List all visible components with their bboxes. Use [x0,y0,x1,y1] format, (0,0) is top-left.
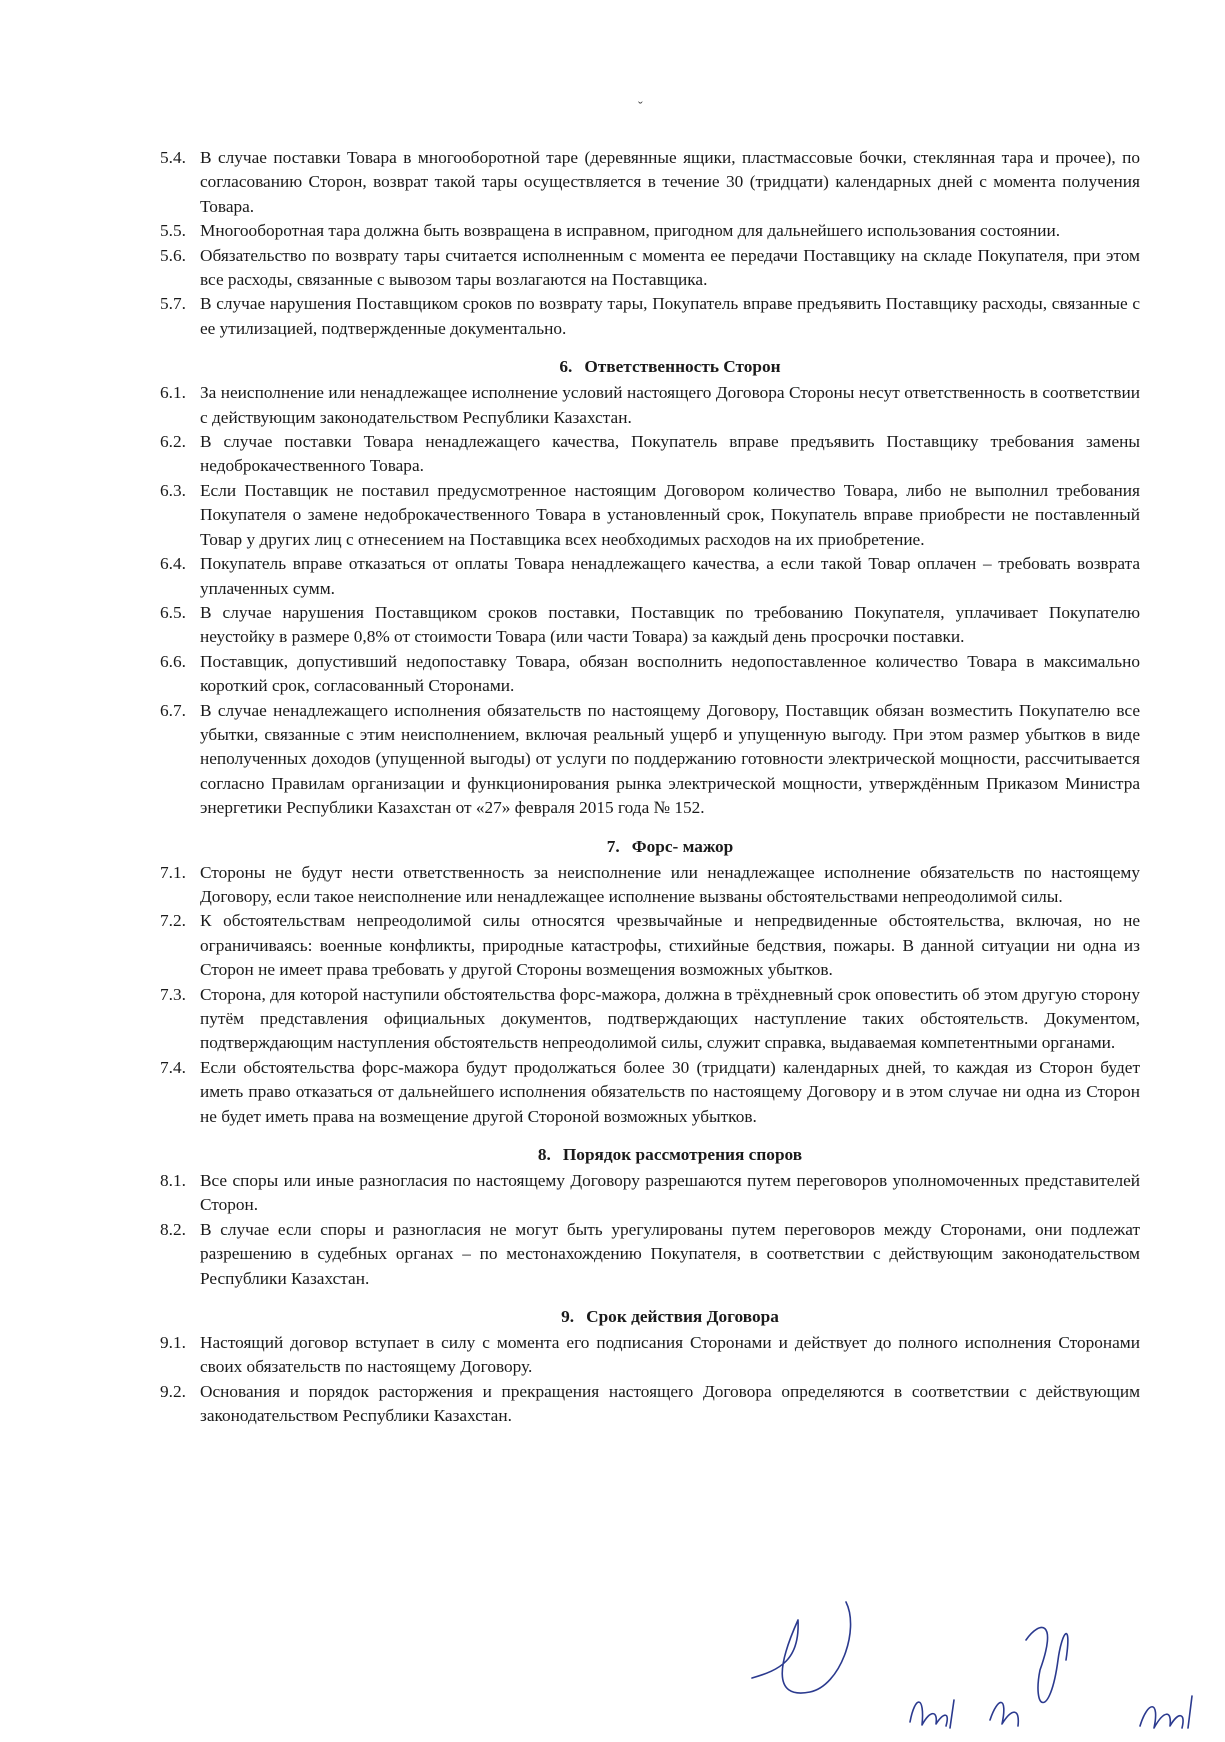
clause [160,1056,1140,1129]
section-heading [160,1143,1140,1167]
clause [160,1218,1140,1291]
clause [160,1169,1140,1218]
clause-text: Многооборотная тара должна быть возвращена в исправном, пригодном для дальнейшего использования состоянии. [200,221,1061,241]
clause [160,292,1140,341]
clause-number: 5.5. [160,221,186,241]
section-6 [160,355,1140,820]
section-number: 9. [561,1307,575,1327]
clause [160,983,1140,1056]
clause-text: Покупатель вправе отказаться от оплаты Товара ненадлежащего качества, а если такой Товар оплачен – требовать возврата уплаченных сумм. [200,554,1140,598]
clause-text: В случае поставки Товара ненадлежащего качества, Покупатель вправе предъявить Поставщику требования замены недоброкачественного Товара. [200,432,1140,476]
section-heading [160,1305,1140,1329]
clause [160,650,1140,699]
clause [160,219,1140,243]
clause-text: В случае ненадлежащего исполнения обязательств по настоящему Договору, Поставщик обязан возместить Покупателю все убытки, связанные с этим неисполнением, включая реальный ущерб и упущенную выгоду. При этом размер убытков в виде неполученных доходов (упущенной выгоды) от услуги по поддержанию готовности электрической мощности, рассчитывается согласно Правилам организации и функционирования рынка электрической мощности, утверждённым Приказом Министра энергетики Республики Казахстан от «27» февраля 2015 года № 152. [200,700,1140,818]
clause-number: 7.4. [160,1057,186,1077]
clause-text: Если Поставщик не поставил предусмотренное настоящим Договором количество Товара, либо не выполнил требования Покупателя о замене недоброкачественного Товара в установленный срок, Покупатель вправе приобрести не поставленный Товар у других лиц с отнесением на Поставщика всех необходимых расходов на их приобретение. [200,480,1140,549]
clause-number: 9.2. [160,1381,186,1401]
clause-text: За неисполнение или ненадлежащее исполнение условий настоящего Договора Стороны несут ответственность в соответствии с действующим законодательством Республики Казахстан. [200,383,1140,427]
section-5-continuation [160,146,1140,341]
signature-4 [1140,1696,1192,1728]
clause-text: В случае нарушения Поставщиком сроков поставки, Поставщик по требованию Покупателя, уплачивает Покупателю неустойку в размере 0,8% от стоимости Товара (или части Товара) за каждый день просрочки поставки. [200,602,1140,647]
signature-1 [752,1602,851,1693]
section-7 [160,835,1140,1129]
section-number: 8. [537,1145,551,1165]
clause [160,552,1140,601]
clause-number: 8.1. [160,1171,186,1191]
clause-number: 5.4. [160,148,186,167]
clause [160,146,1140,219]
signature-3 [990,1628,1068,1726]
clause-number: 8.2. [160,1219,186,1239]
scan-mark: ˇ [638,100,643,115]
clause [160,244,1140,293]
section-title: Порядок рассмотрения споров [562,1145,803,1165]
clause-number: 6.2. [160,432,186,452]
clause-number: 5.7. [160,294,186,314]
clause-number: 6.1. [160,383,186,403]
clause-text: Если обстоятельства форс-мажора будут продолжаться более 30 (тридцати) календарных дней, то каждая из Сторон будет иметь право отказаться от дальнейшего исполнения обязательств по настоящему Договору и в этом случае ни одна из Сторон не будет иметь права на возмещение другой Стороной возможных убытков. [200,1057,1140,1126]
clause-text: Поставщик, допустивший недопоставку Товара, обязан восполнить недопоставленное количество Товара в максимально короткий срок, согласованный Сторонами. [200,651,1140,696]
clause [160,1380,1140,1429]
clause-number: 6.6. [160,651,186,671]
clause-number: 9.1. [160,1333,186,1353]
clause-text: Стороны не будут нести ответственность за неисполнение или ненадлежащее исполнение обязательств по настоящему Договору, если такое неисполнение или ненадлежащее исполнение вызваны обстоятельствами непреодолимой силы. [200,862,1140,906]
clause-number: 7.1. [160,862,186,882]
clause-number: 7.2. [160,911,186,931]
section-number: 7. [606,836,620,856]
clause [160,861,1140,910]
clause [160,479,1140,552]
clause-text: В случае нарушения Поставщиком сроков по возврату тары, Покупатель вправе предъявить Поставщику расходы, связанные с ее утилизацией, подтвержденные документально. [200,294,1140,338]
clause-text: К обстоятельствам непреодолимой силы относятся чрезвычайные и непредвиденные обстоятельства, включая, но не ограничиваясь: военные конфликты, природные катастрофы, стихийные бедствия, пожары. В данной ситуации ни одна из Сторон не имеет права требовать у другой Стороны возмещения возможных убытков. [200,911,1140,980]
clause [160,699,1140,821]
section-number: 6. [559,357,573,377]
signature-2 [910,1700,954,1728]
clause [160,430,1140,479]
section-8 [160,1143,1140,1291]
section-heading [160,355,1140,379]
clause-number: 6.4. [160,554,186,574]
clause-text: Обязательство по возврату тары считается исполненным с момента ее передачи Поставщику на складе Покупателя, при этом все расходы, связанные с вывозом тары возлагаются на Поставщика. [200,245,1140,290]
clause-text: В случае поставки Товара в многооборотной таре (деревянные ящики, пластмассовые бочки, стеклянная тара и прочее), по согласованию Сторон, возврат такой тары осуществляется в течение 30 (тридцати) календарных дней с момента получения Товара. [200,148,1140,216]
clause [160,601,1140,650]
clause-number: 6.7. [160,700,186,720]
clause [160,1331,1140,1380]
section-9 [160,1305,1140,1429]
clause-number: 5.6. [160,245,186,265]
clause-text: Настоящий договор вступает в силу с момента его подписания Сторонами и действует до полного исполнения Сторонами своих обязательств по настоящему Договору. [200,1333,1140,1377]
section-title: Ответственность Сторон [584,357,781,377]
contract-text [160,146,1140,1429]
clause-text: В случае если споры и разногласия не могут быть урегулированы путем переговоров между Сторонами, они подлежат разрешению в судебных органах – по местонахождению Покупателя, в соответствии с действующим законодательством Республики Казахстан. [200,1219,1140,1288]
section-heading [160,835,1140,859]
signatures [740,1600,1220,1742]
clause-number: 6.3. [160,480,186,500]
clause-text: Основания и порядок расторжения и прекращения настоящего Договора определяются в соответствии с действующим законодательством Республики Казахстан. [200,1381,1140,1426]
clause-number: 6.5. [160,602,186,622]
clause-number: 7.3. [160,984,186,1004]
section-title: Форс- мажор [631,836,734,856]
clause [160,381,1140,430]
clause-text: Все споры или иные разногласия по настоящему Договору разрешаются путем переговоров уполномоченных представителей Сторон. [200,1171,1140,1215]
clause [160,909,1140,982]
clause-text: Сторона, для которой наступили обстоятельства форс-мажора, должна в трёхдневный срок оповестить об этом другую сторону путём представления официальных документов, подтверждающих наступление таких обстоятельств. Документом, подтверждающим наступления обстоятельств непреодолимой силы, служит справка, выдаваемая компетентными органами. [200,984,1140,1053]
section-title: Срок действия Договора [586,1307,779,1327]
